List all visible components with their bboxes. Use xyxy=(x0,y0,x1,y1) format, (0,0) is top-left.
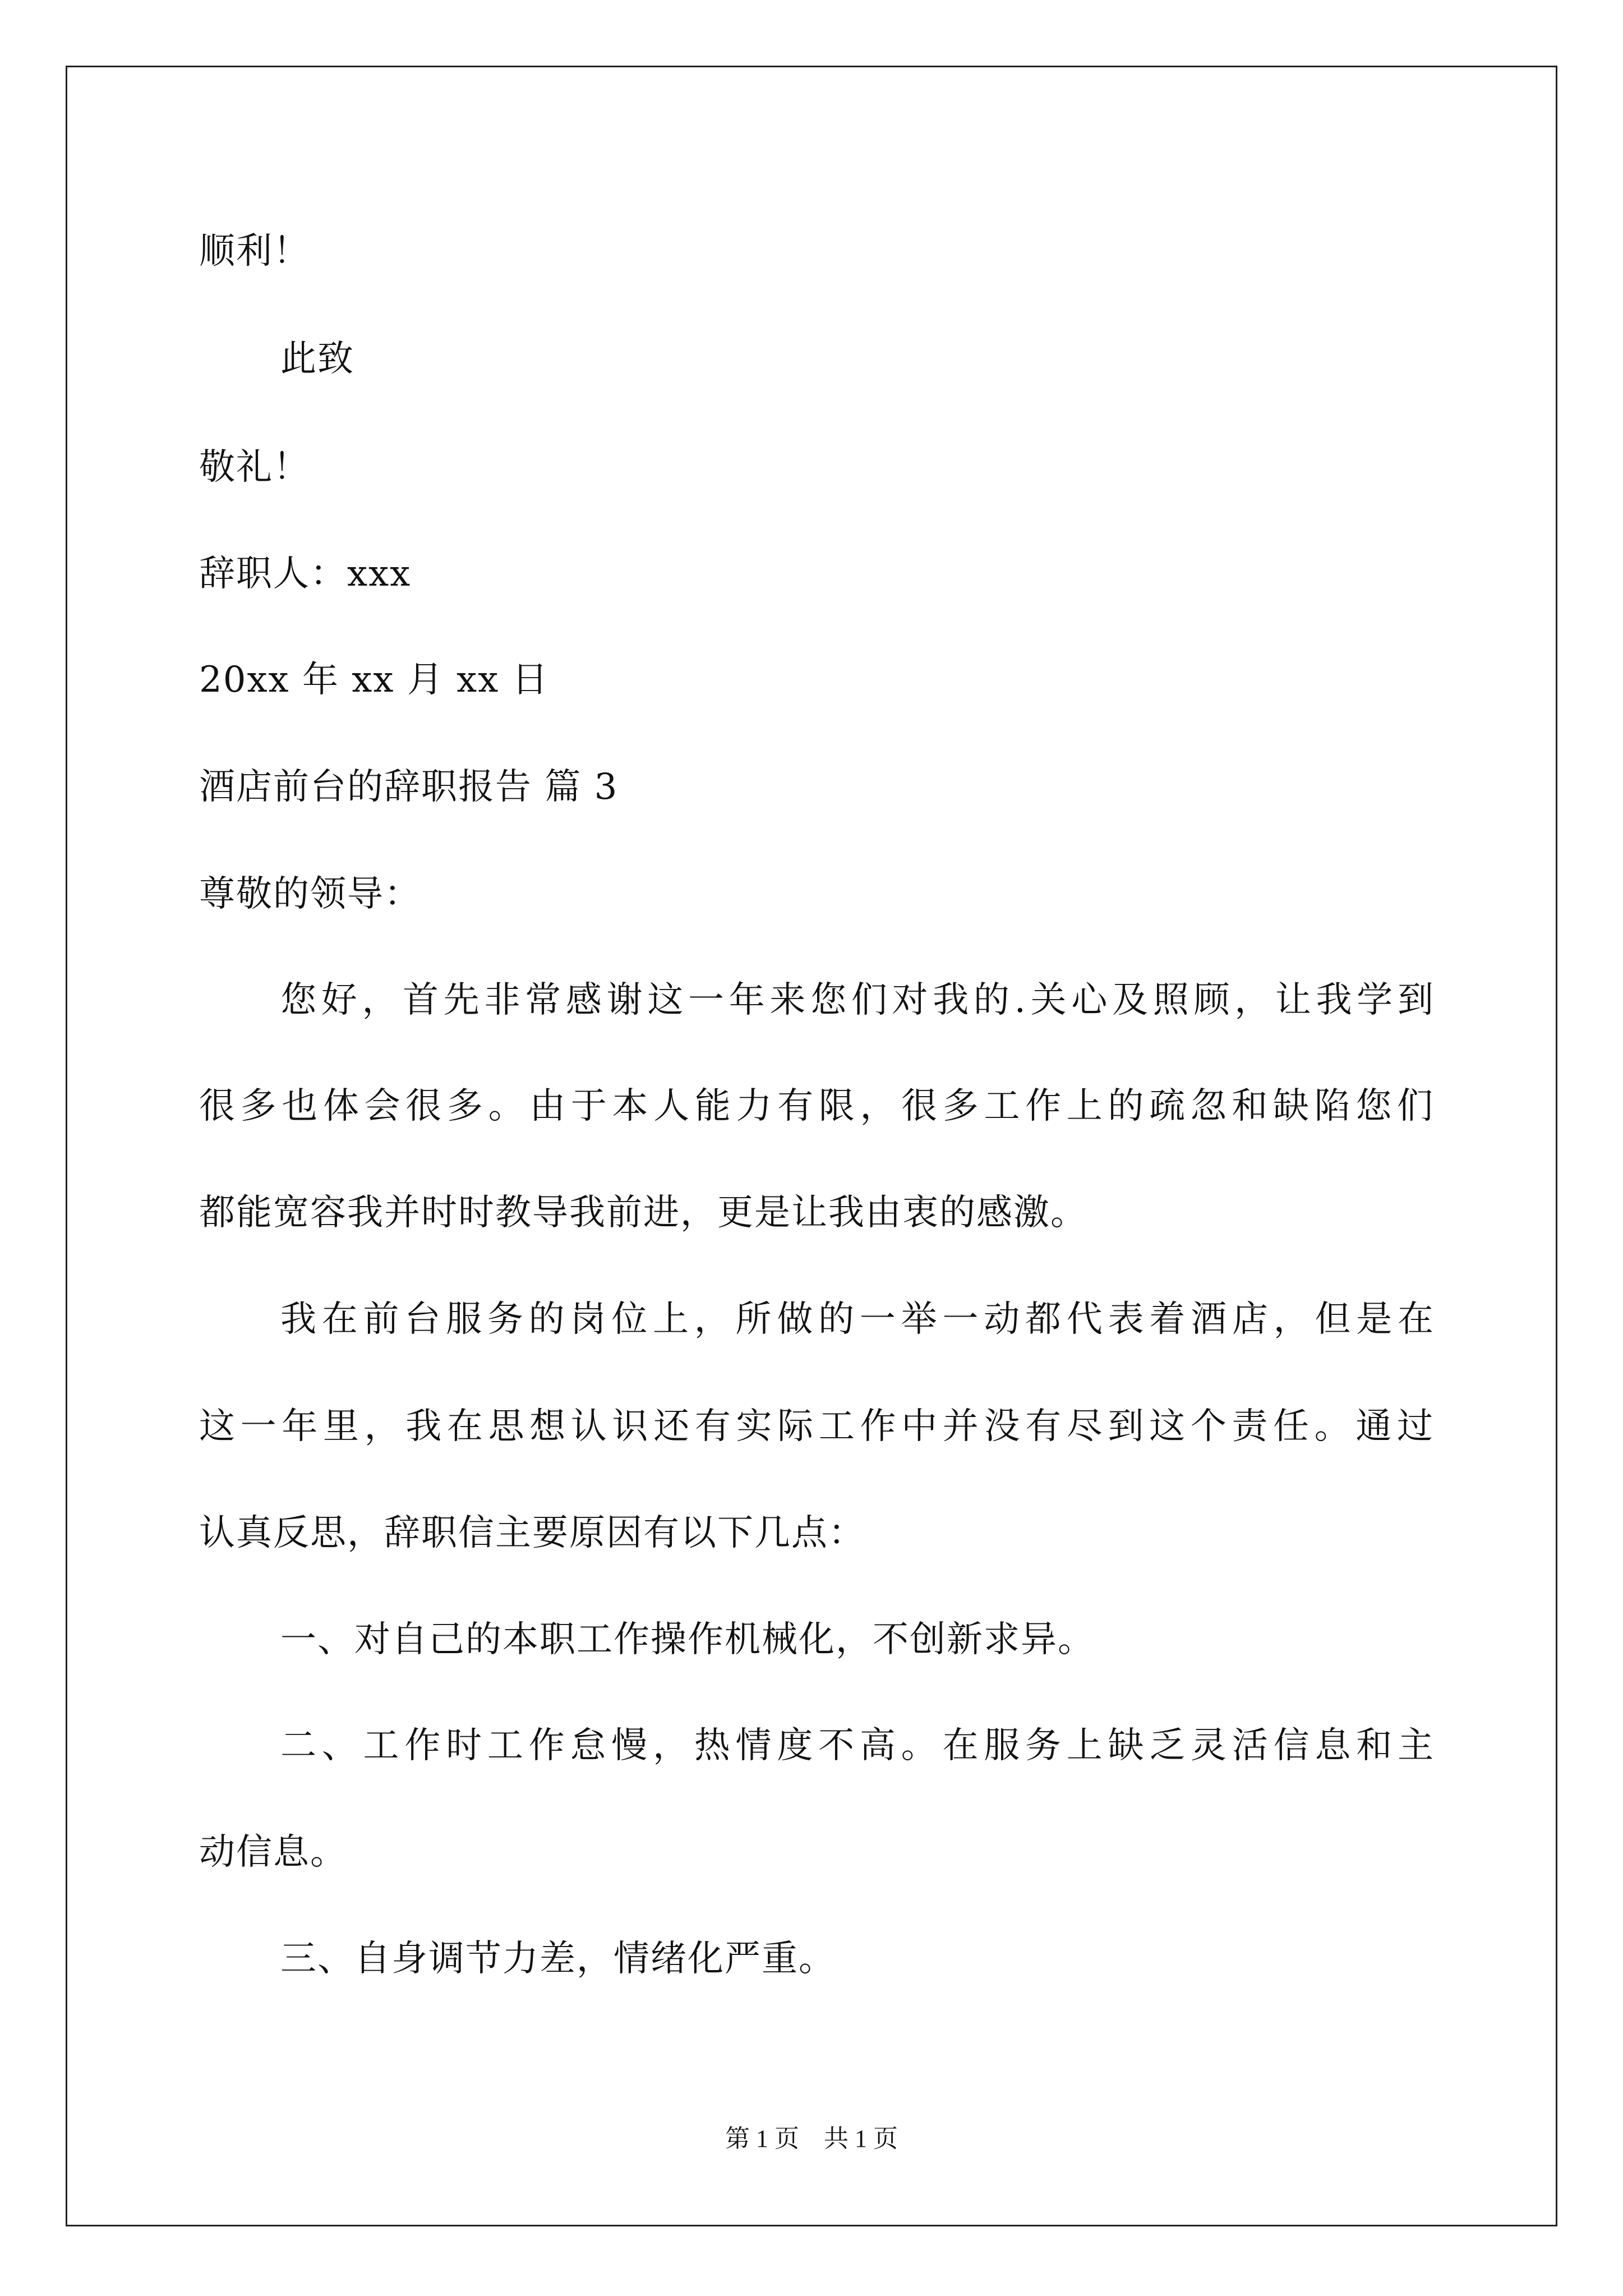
reason-item-1: 一、对自己的本职工作操作机械化，不创新求异。 xyxy=(280,1619,1095,1660)
salutation-cizhi: 此致 xyxy=(280,338,354,380)
paragraph-2-line-1: 我在前台服务的岗位上，所做的一举一动都代表着酒店，但是在 xyxy=(280,1299,1433,1340)
signer-line: 辞职人：xxx xyxy=(199,553,412,595)
paragraph-2-line-3: 认真反思，辞职信主要原因有以下几点： xyxy=(199,1512,865,1554)
reason-item-3: 三、自身调节力差，情绪化严重。 xyxy=(280,1938,836,1980)
page-border xyxy=(66,66,1557,2226)
reason-item-2-line-2: 动信息。 xyxy=(199,1832,347,1873)
paragraph-1-line-3: 都能宽容我并时时教导我前进，更是让我由衷的感激。 xyxy=(199,1192,1087,1234)
page-number-footer: 第 1 页 共 1 页 xyxy=(725,2125,898,2152)
paragraph-1-line-1: 您好，首先非常感谢这一年来您们对我的.关心及照顾，让我学到 xyxy=(280,979,1433,1021)
greeting-line: 尊敬的领导： xyxy=(199,873,421,915)
reason-item-2-line-1: 二、工作时工作怠慢，热情度不高。在服务上缺乏灵活信息和主 xyxy=(280,1725,1433,1766)
paragraph-2-line-2: 这一年里，我在思想认识还有实际工作中并没有尽到这个责任。通过 xyxy=(199,1406,1433,1447)
paragraph-1-line-2: 很多也体会很多。由于本人能力有限，很多工作上的疏忽和缺陷您们 xyxy=(199,1085,1433,1127)
salutation-jingli: 敬礼！ xyxy=(199,447,310,488)
closing-wish-line: 顺利！ xyxy=(199,231,310,272)
section-heading: 酒店前台的辞职报告 篇 3 xyxy=(199,766,619,808)
date-line: 20xx 年 xx 月 xx 日 xyxy=(199,659,549,701)
